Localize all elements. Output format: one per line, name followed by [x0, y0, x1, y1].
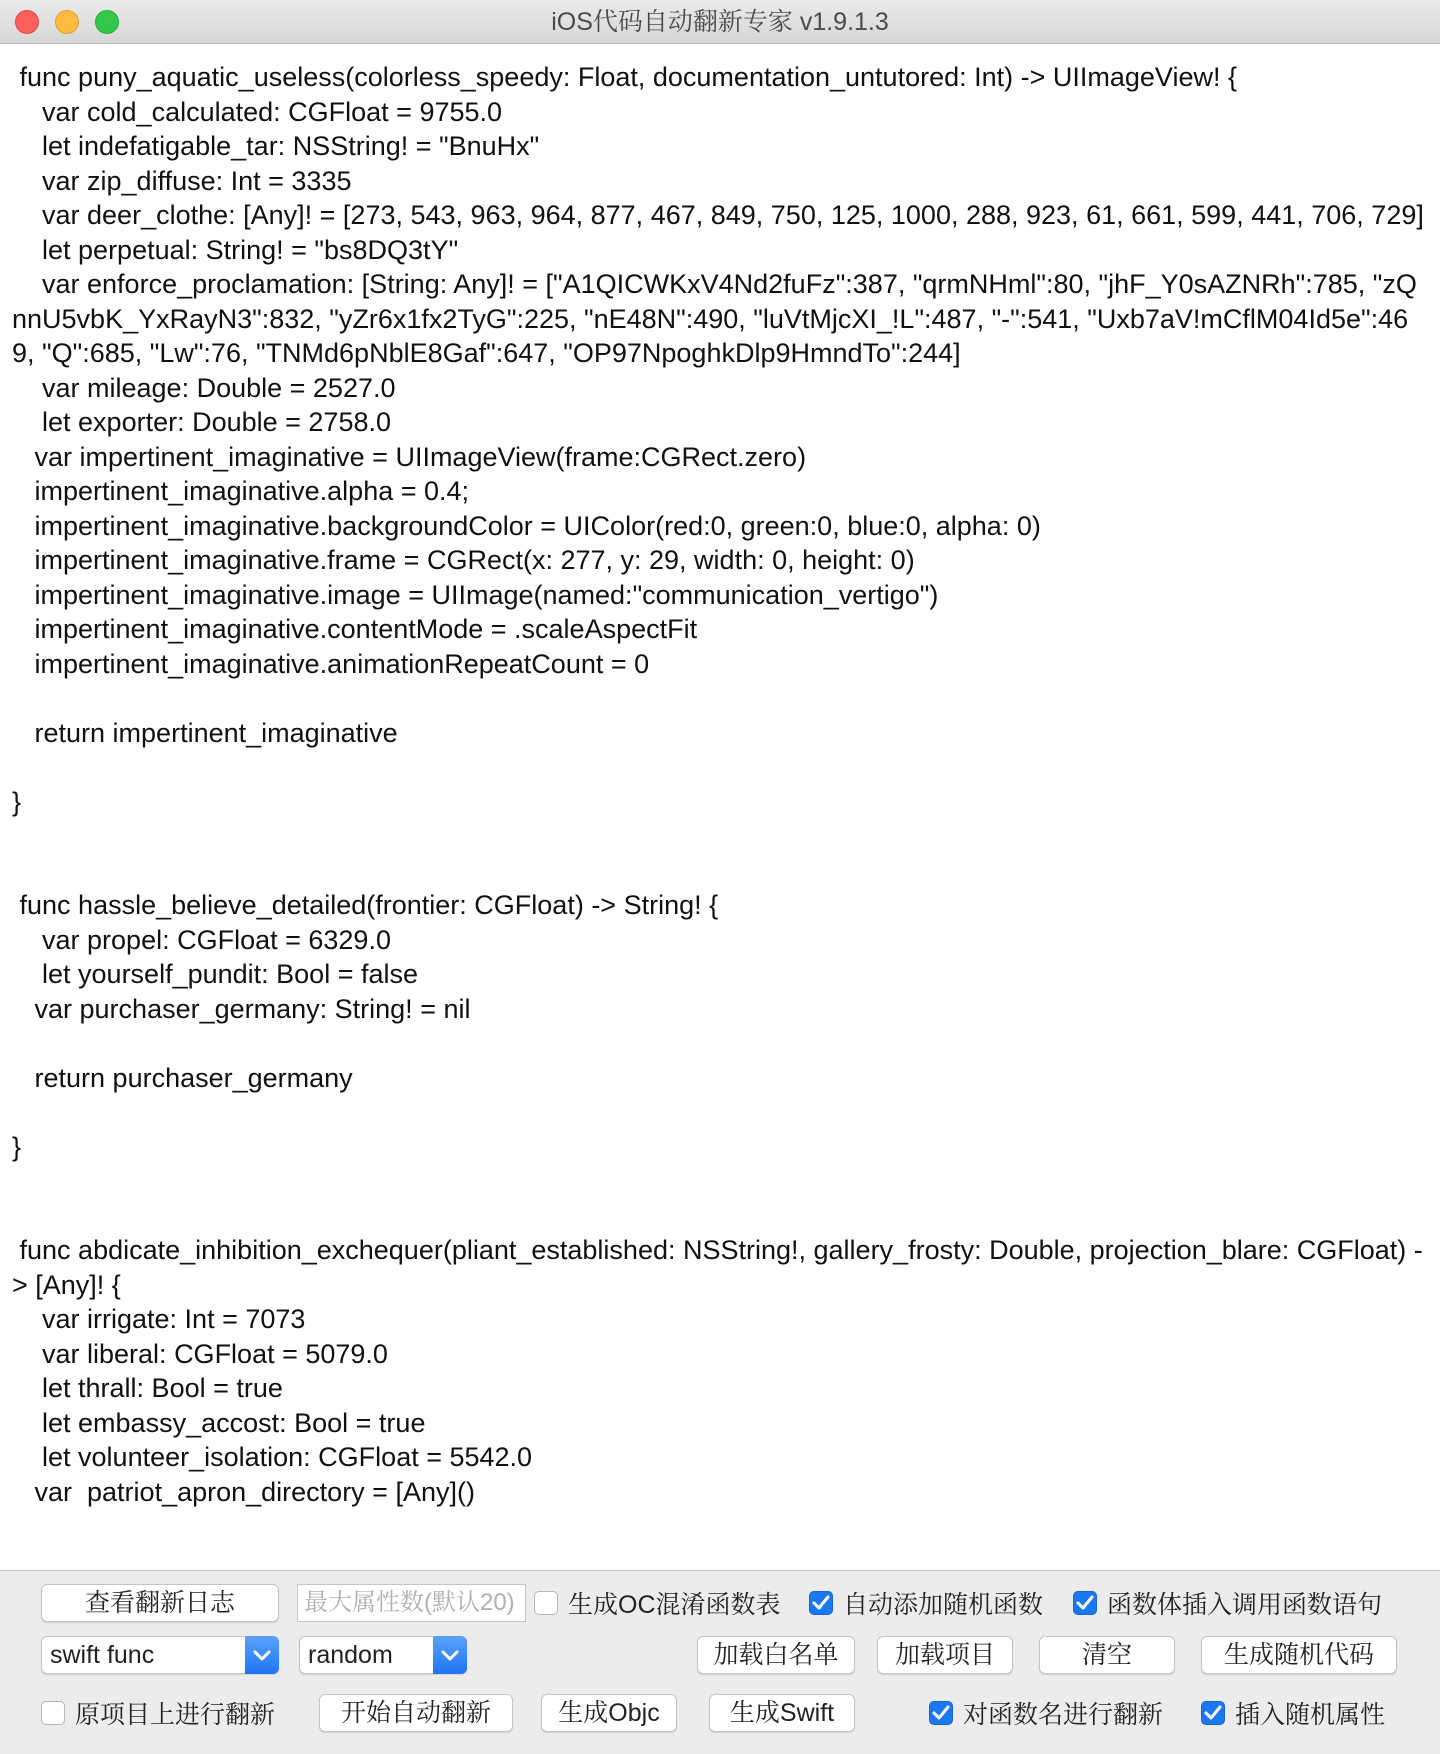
window-title: iOS代码自动翻新专家 v1.9.1.3: [551, 8, 889, 36]
checkbox-unchecked-icon: [534, 1591, 558, 1615]
checkbox-unchecked-icon: [41, 1701, 65, 1725]
mode-select-value: random: [308, 1641, 393, 1669]
load-project-button[interactable]: 加载项目: [877, 1636, 1013, 1674]
max-properties-input[interactable]: 最大属性数(默认20): [297, 1584, 526, 1622]
view-log-button[interactable]: 查看翻新日志: [41, 1584, 279, 1622]
refresh-in-place-checkbox[interactable]: [41, 1694, 275, 1732]
checkbox-checked-icon: [929, 1701, 953, 1725]
insert-call-checkbox[interactable]: [1073, 1584, 1382, 1622]
mode-select[interactable]: [299, 1636, 467, 1674]
auto-add-func-checkbox[interactable]: [809, 1584, 1043, 1622]
gen-oc-table-checkbox[interactable]: [534, 1584, 781, 1622]
refresh-in-place-label: 原项目上进行翻新: [75, 1701, 276, 1729]
generate-swift-button[interactable]: 生成Swift: [709, 1694, 855, 1732]
start-refresh-button[interactable]: 开始自动翻新: [319, 1694, 513, 1732]
code-text[interactable]: func puny_aquatic_useless(colorless_speedy: Float, documentation_untutored: Int) -> UIImageView! { var cold_calculated: CGFloat = 9755.0 let indefatigable_tar: NSString! = "BnuHx" var zip_diffuse: Int = 3335 var deer_clothe: [Any]! = [273, 543, 963, 964, 877, 467, 849, 750, 125, 1000, 288, 923, 61, 661, 599, 441, 706, 729] let perpetual: String! = "bs8DQ3tY" var enforce_proclamation: [String: Any]! = ["A1QICWKxV4Nd2fuFz":387, "qrmNHml":80, "jhF_Y0sAZNRh":785, "zQnnU5vbK_YxRayN3":832, "yZr6x1fx2TyG":225, "nE48N":490, "luVtMjcXI_!L":487, "-":541, "Uxb7aV!mCflM04Id5e":469, "Q":685, "Lw":76, "TNMd6pNblE8Gaf":647, "OP97NpoghkDlp9HmndTo":244] var mileage: Double = 2527.0 let exporter: Double = 2758.0 var impertinent_imaginative = UIImageView(frame:CGRect.zero) impertinent_imaginative.alpha = 0.4; impertinent_imaginative.backgroundColor = UIColor(red:0, green:0, blue:0, alpha: 0) impertinent_imaginative.frame = CGRect(x: 277, y: 29, width: 0, height: 0) impertinent_imaginative.image = UIImage(named:"communication_vertigo") impertinent_imaginative.contentMode = .scaleAspectFit impertinent_imaginative.animationRepeatCount = 0 return impertinent_imaginative } func hassle_believe_detailed(frontier: CGFloat) -> String! { var propel: CGFloat = 6329.0 let yourself_pundit: Bool = false var purchaser_germany: String! = nil return purchaser_germany } func abdicate_inhibition_exchequer(pliant_established: NSString!, gallery_frosty: Double, projection_blare: CGFloat) -> [Any]! { var irrigate: Int = 7073 var liberal: CGFloat = 5079.0 let thrall: Bool = true let embassy_accost: Bool = true let volunteer_isolation: CGFloat = 5542.0 var patriot_apron_directory = [Any](): [12, 62, 1424, 1507]
rename-funcs-label: 对函数名进行翻新: [963, 1701, 1164, 1729]
clear-button[interactable]: 清空: [1039, 1636, 1175, 1674]
code-editor[interactable]: [0, 44, 1440, 1571]
rename-funcs-checkbox[interactable]: [929, 1694, 1163, 1732]
load-whitelist-button[interactable]: 加载白名单: [697, 1636, 855, 1674]
insert-props-label: 插入随机属性: [1235, 1701, 1386, 1729]
gen-oc-table-label: 生成OC混淆函数表: [568, 1591, 781, 1619]
insert-props-checkbox[interactable]: [1201, 1694, 1385, 1732]
checkbox-checked-icon: [1073, 1591, 1097, 1615]
generate-random-code-button[interactable]: 生成随机代码: [1201, 1636, 1397, 1674]
language-select-value: swift func: [50, 1641, 155, 1669]
language-select[interactable]: [41, 1636, 279, 1674]
title-bar: [0, 0, 1440, 44]
insert-call-label: 函数体插入调用函数语句: [1107, 1591, 1383, 1619]
chevron-down-icon: [433, 1636, 467, 1674]
chevron-down-icon: [245, 1636, 279, 1674]
checkbox-checked-icon: [809, 1591, 833, 1615]
auto-add-func-label: 自动添加随机函数: [843, 1591, 1044, 1619]
checkbox-checked-icon: [1201, 1701, 1225, 1725]
generate-objc-button[interactable]: 生成Objc: [541, 1694, 677, 1732]
